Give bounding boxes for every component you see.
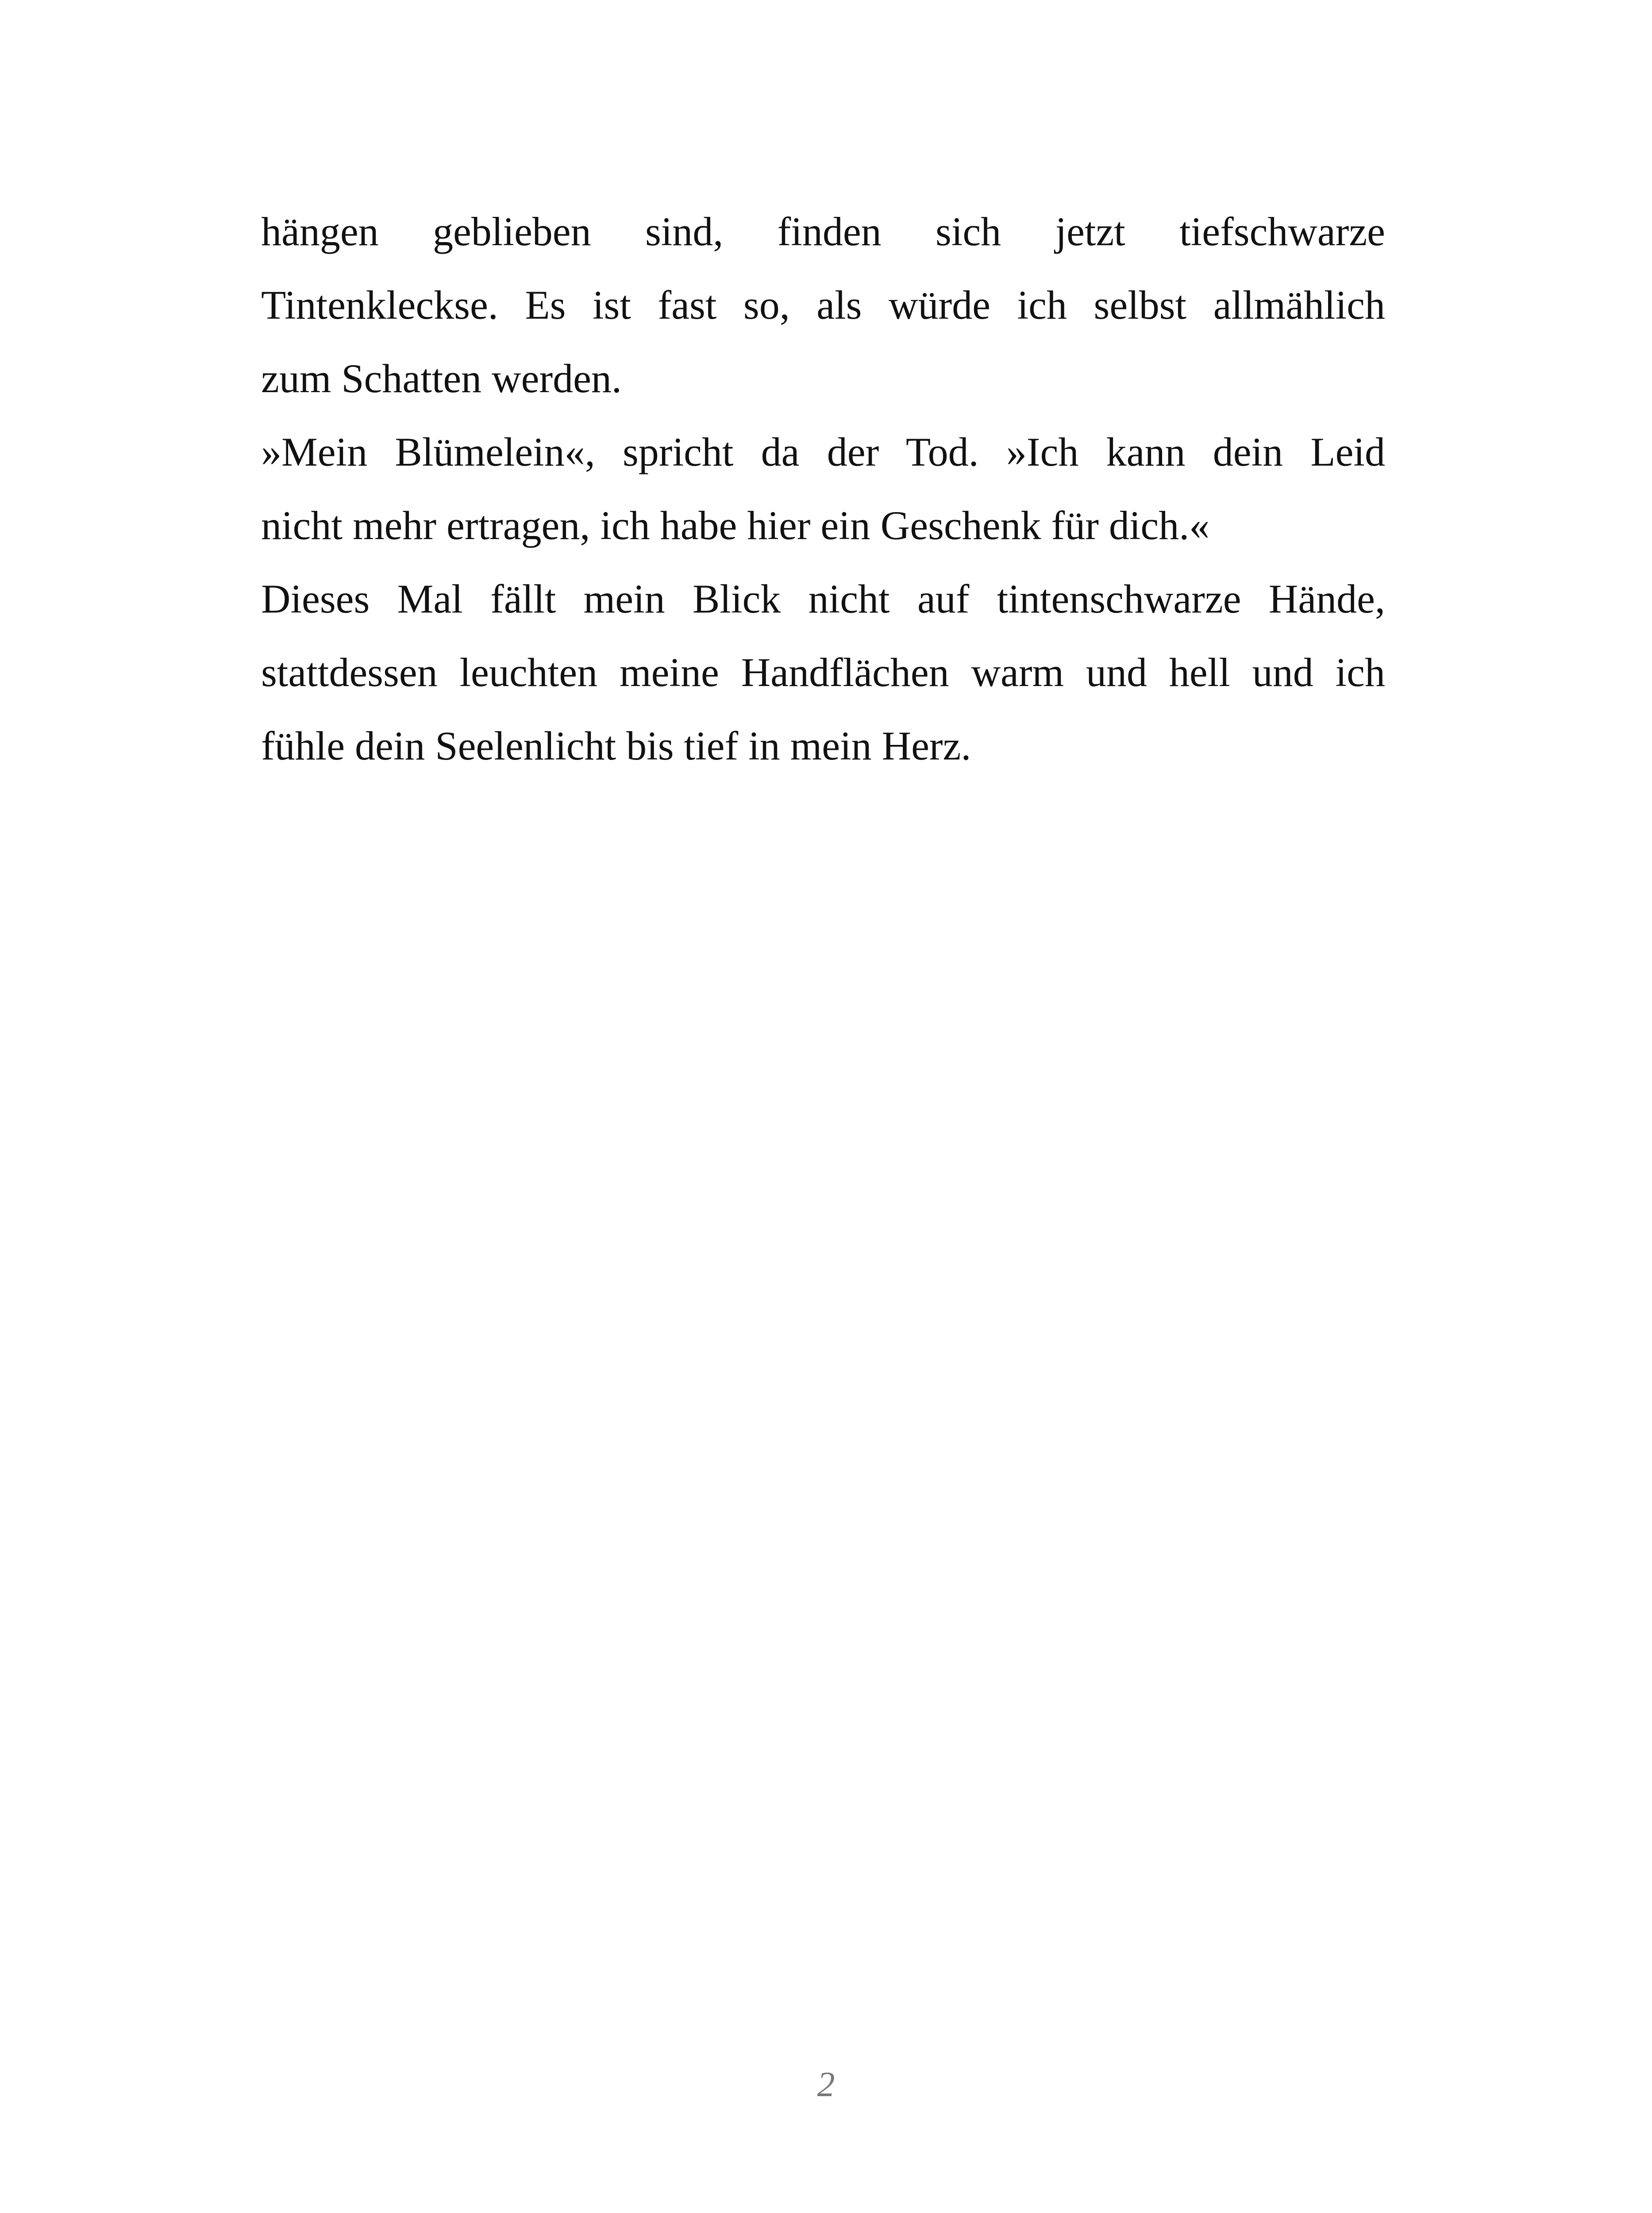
text-line-4: »Mein Blümelein«, spricht da der Tod. »Ich kann dein Leid [261,429,1385,474]
text-line-1: hängen geblieben sind, finden sich jetzt tiefschwarze [261,209,1385,254]
text-line-5: nicht mehr ertragen, ich habe hier ein Geschenk für dich.« [261,503,1210,548]
text-line-2: Tintenkleckse. Es ist fast so, als würde ich selbst allmählich [261,282,1385,328]
text-line-6: Dieses Mal fällt mein Blick nicht auf tintenschwarze Hände, [261,576,1385,621]
text-line-3: zum Schatten werden. [261,356,622,401]
page-number: 2 [817,2065,835,2104]
body-text [261,195,1385,783]
text-line-7: stattdessen leuchten meine Handflächen warm und hell und ich [261,650,1385,695]
text-line-8: fühle dein Seelenlicht bis tief in mein Herz. [261,723,971,768]
